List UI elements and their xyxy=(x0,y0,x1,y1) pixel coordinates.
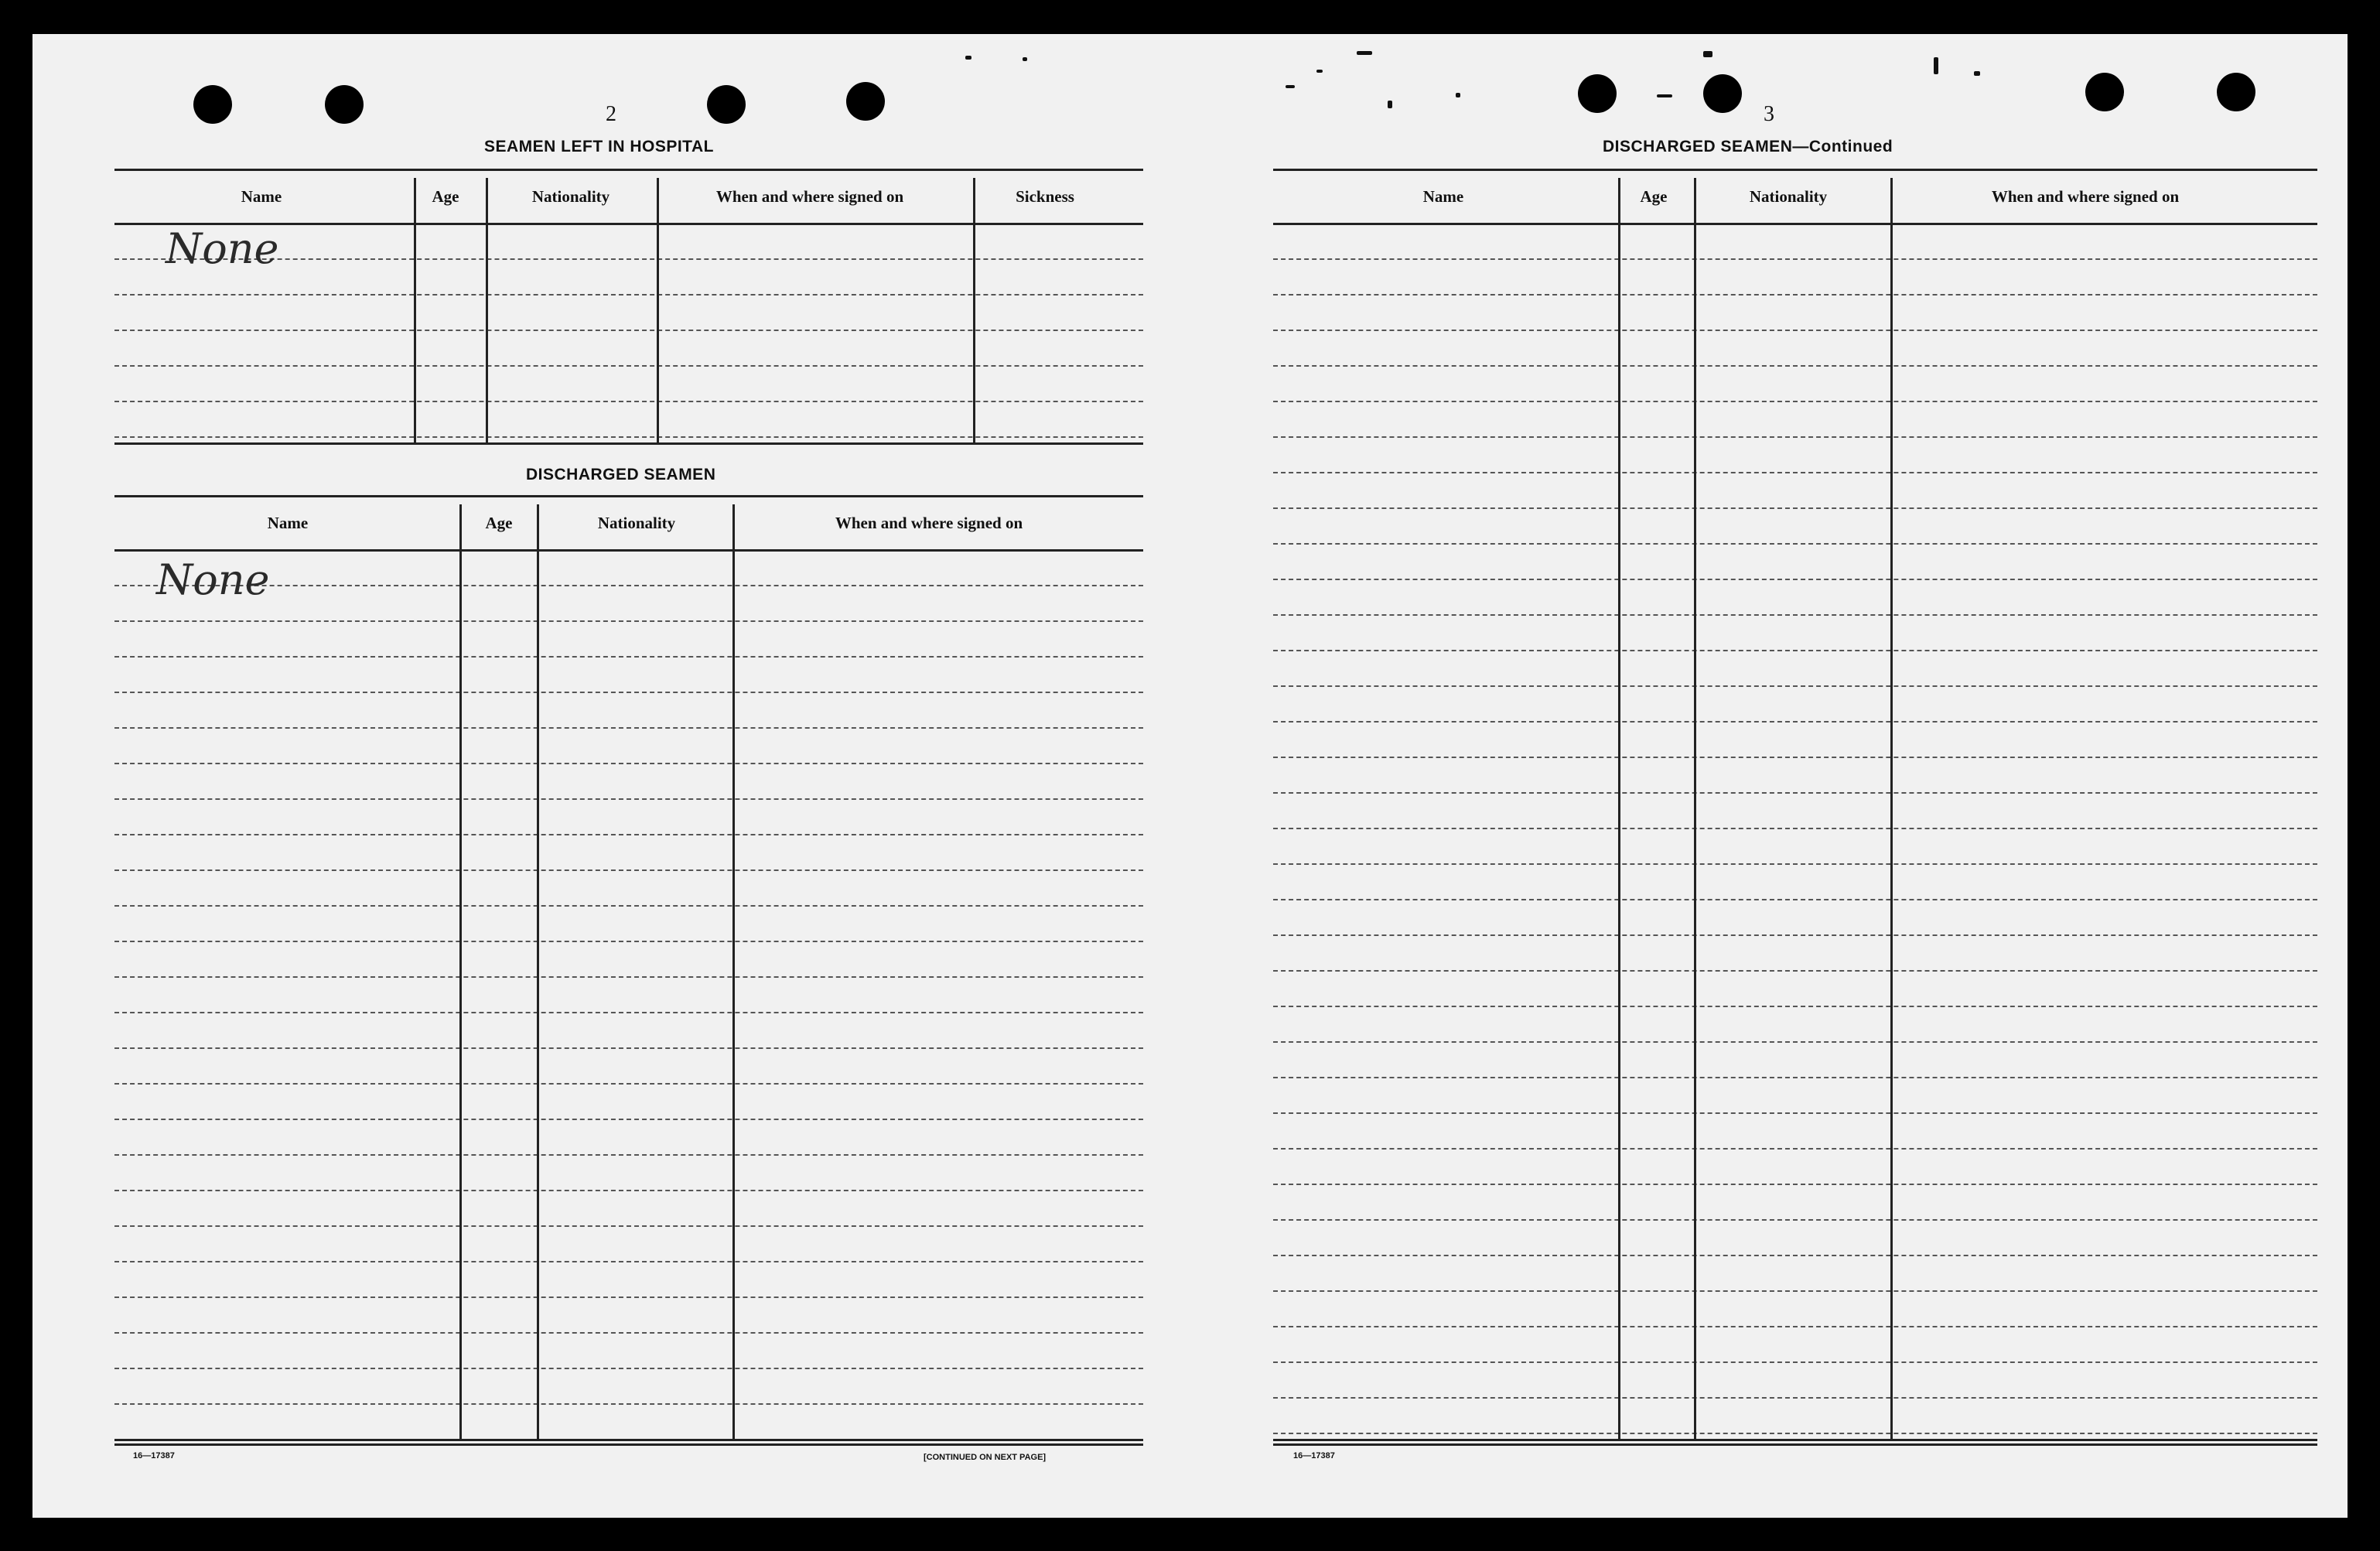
table-row-line xyxy=(114,1190,1143,1191)
col-header-nationality: Nationality xyxy=(1749,187,1828,206)
punch-hole xyxy=(2085,73,2124,111)
scan-speck xyxy=(1357,51,1372,55)
column-divider xyxy=(1618,178,1620,1439)
table-rule xyxy=(114,1439,1143,1441)
table-row-line xyxy=(1273,579,2317,580)
table-row-line xyxy=(114,1261,1143,1262)
scan-speck xyxy=(1974,71,1980,76)
table-row-line xyxy=(1273,294,2317,296)
table-row-line xyxy=(1273,650,2317,651)
table-row-line xyxy=(114,869,1143,871)
table-row-line xyxy=(1273,436,2317,438)
table-row-line xyxy=(1273,258,2317,260)
punch-hole xyxy=(1578,74,1617,113)
table-row-line xyxy=(1273,330,2317,331)
discharged-section-title: DISCHARGED SEAMEN xyxy=(526,466,716,483)
column-divider xyxy=(414,178,416,442)
right-footer-form-id: 16—17387 xyxy=(1293,1451,1335,1460)
punch-hole xyxy=(325,85,364,124)
paper-sheet xyxy=(32,34,2348,1518)
table-row-line xyxy=(114,798,1143,800)
table-row-line xyxy=(1273,1112,2317,1114)
punch-hole xyxy=(1703,74,1742,113)
discharged-continued-title-suffix: —Continued xyxy=(1792,138,1893,155)
table-row-line xyxy=(114,763,1143,764)
col-header-signed-on: When and where signed on xyxy=(835,514,1023,532)
table-row-line xyxy=(1273,507,2317,509)
table-row-line xyxy=(1273,1077,2317,1078)
table-row-line xyxy=(114,727,1143,729)
table-row-line xyxy=(1273,899,2317,900)
table-row-line xyxy=(114,620,1143,622)
col-header-nationality: Nationality xyxy=(531,187,610,206)
table-row-line xyxy=(114,1119,1143,1120)
table-row-line xyxy=(1273,1361,2317,1363)
column-divider xyxy=(1890,178,1893,1439)
table-row-line xyxy=(1273,614,2317,616)
scan-speck xyxy=(1703,51,1712,57)
column-divider xyxy=(973,178,975,442)
table-rule xyxy=(114,1443,1143,1446)
scan-speck xyxy=(1388,101,1392,108)
table-rule xyxy=(114,169,1143,171)
column-divider xyxy=(657,178,659,442)
table-row-line xyxy=(114,1047,1143,1049)
table-row-line xyxy=(1273,472,2317,473)
scan-speck xyxy=(1934,57,1938,74)
discharged-continued-title-main: DISCHARGED SEAMEN xyxy=(1603,138,1793,155)
table-row-line xyxy=(114,976,1143,978)
table-rule xyxy=(1273,223,2317,225)
punch-hole xyxy=(193,85,232,124)
table-rule xyxy=(1273,1439,2317,1441)
column-divider xyxy=(459,504,462,1439)
scan-speck xyxy=(1657,94,1672,97)
table-row-line xyxy=(1273,757,2317,758)
table-row-line xyxy=(114,1012,1143,1013)
column-divider xyxy=(1694,178,1696,1439)
table-row-line xyxy=(1273,685,2317,687)
table-row-line xyxy=(114,834,1143,835)
col-header-sickness: Sickness xyxy=(1016,187,1074,206)
right-page-number: 3 xyxy=(1764,102,1774,126)
scan-speck xyxy=(1023,57,1027,61)
scan-speck xyxy=(1456,93,1460,97)
left-page-number: 2 xyxy=(606,102,616,126)
column-divider xyxy=(486,178,488,442)
table-row-line xyxy=(114,905,1143,907)
table-row-line xyxy=(114,1083,1143,1085)
col-header-age: Age xyxy=(485,514,513,532)
table-rule xyxy=(1273,1443,2317,1446)
table-row-line xyxy=(1273,1006,2317,1007)
table-row-line xyxy=(1273,863,2317,865)
table-row-line xyxy=(114,1296,1143,1298)
table-row-line xyxy=(1273,365,2317,367)
handwritten-none-discharged: None xyxy=(156,555,270,604)
table-row-line xyxy=(1273,721,2317,723)
col-header-name: Name xyxy=(241,187,282,206)
table-row-line xyxy=(1273,934,2317,936)
left-footer-continued: [CONTINUED ON NEXT PAGE] xyxy=(924,1453,1047,1462)
table-row-line xyxy=(1273,1326,2317,1327)
punch-hole xyxy=(846,82,885,121)
table-row-line xyxy=(114,1154,1143,1156)
left-footer-form-id: 16—17387 xyxy=(133,1451,175,1460)
column-divider xyxy=(537,504,539,1439)
table-row-line xyxy=(1273,401,2317,402)
table-row-line xyxy=(1273,1433,2317,1434)
table-rule xyxy=(114,442,1143,445)
table-rule xyxy=(1273,169,2317,171)
table-row-line xyxy=(114,401,1143,402)
table-row-line xyxy=(114,365,1143,367)
scan-speck xyxy=(1316,70,1323,73)
col-header-signed-on: When and where signed on xyxy=(1991,187,2180,206)
table-row-line xyxy=(114,656,1143,658)
table-row-line xyxy=(1273,543,2317,545)
table-row-line xyxy=(114,436,1143,438)
table-row-line xyxy=(114,1368,1143,1369)
table-row-line xyxy=(114,941,1143,942)
col-header-name: Name xyxy=(1422,187,1464,206)
table-rule xyxy=(114,495,1143,497)
table-row-line xyxy=(1273,792,2317,794)
table-row-line xyxy=(114,692,1143,693)
table-row-line xyxy=(1273,1397,2317,1399)
handwritten-none-hospital: None xyxy=(166,224,279,273)
col-header-age: Age xyxy=(432,187,459,206)
table-row-line xyxy=(1273,1184,2317,1185)
table-row-line xyxy=(1273,1290,2317,1292)
column-divider xyxy=(732,504,735,1439)
discharged-continued-title xyxy=(1603,138,1893,156)
table-row-line xyxy=(1273,828,2317,829)
col-header-nationality: Nationality xyxy=(597,514,676,532)
col-header-signed-on: When and where signed on xyxy=(715,187,904,206)
table-row-line xyxy=(1273,1255,2317,1256)
table-row-line xyxy=(1273,1148,2317,1150)
scan-speck xyxy=(1286,85,1295,88)
table-row-line xyxy=(1273,1041,2317,1043)
table-row-line xyxy=(114,330,1143,331)
col-header-name: Name xyxy=(267,514,309,532)
table-row-line xyxy=(114,1225,1143,1227)
table-row-line xyxy=(114,1332,1143,1334)
table-row-line xyxy=(1273,1219,2317,1221)
scan-speck xyxy=(965,56,971,60)
col-header-age: Age xyxy=(1640,187,1668,206)
punch-hole xyxy=(2217,73,2255,111)
table-row-line xyxy=(114,294,1143,296)
table-rule xyxy=(114,549,1143,552)
table-row-line xyxy=(1273,970,2317,972)
hospital-section-title: SEAMEN LEFT IN HOSPITAL xyxy=(484,138,714,155)
punch-hole xyxy=(707,85,746,124)
table-row-line xyxy=(114,1403,1143,1405)
